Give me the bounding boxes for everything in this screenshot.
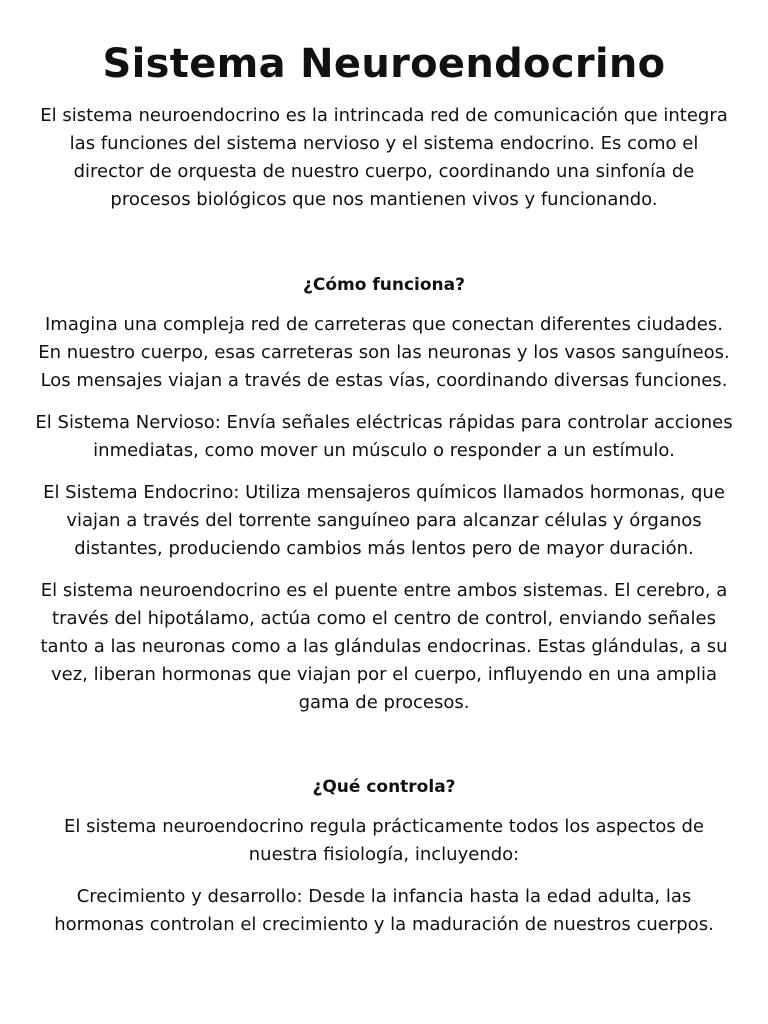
page-title: Sistema Neuroendocrino <box>102 41 666 87</box>
paragraph-sistema-nervioso: El Sistema Nervioso: Envía señales eléctricas rápidas para controlar acciones inmediatas, como mover un músculo o responder a un estímulo. <box>35 412 733 461</box>
section-heading-como-funciona: ¿Cómo funciona? <box>303 275 465 295</box>
paragraph-sistema-endocrino: El Sistema Endocrino: Utiliza mensajeros químicos llamados hormonas, que viajan a través del torrente sanguíneo para alcanzar células y órganos distantes, produciendo cambios más lentos pero de mayor duración. <box>43 482 725 559</box>
paragraph-carreteras: Imagina una compleja red de carreteras que conectan diferentes ciudades. En nuestro cuerpo, esas carreteras son las neuronas y los vasos sanguíneos. Los mensajes viajan a través de estas vías, coordinando diversas funciones. <box>38 314 730 391</box>
paragraph-crecimiento: Crecimiento y desarrollo: Desde la infancia hasta la edad adulta, las hormonas controlan el crecimiento y la maduración de nuestros cuerpos. <box>54 886 714 935</box>
section-heading-que-controla: ¿Qué controla? <box>312 777 456 797</box>
paragraph-puente: El sistema neuroendocrino es el puente entre ambos sistemas. El cerebro, a través del hipotálamo, actúa como el centro de control, enviando señales tanto a las neuronas como a las glándulas endocrinas. Estas glándulas, a su vez, liberan hormonas que viajan por el cuerpo, influyendo en una amplia gama de procesos. <box>40 580 728 713</box>
paragraph-regula: El sistema neuroendocrino regula prácticamente todos los aspectos de nuestra fisiología, incluyendo: <box>63 816 704 865</box>
intro-paragraph: El sistema neuroendocrino es la intrincada red de comunicación que integra las funciones del sistema nervioso y el sistema endocrino. Es como el director de orquesta de nuestro cuerpo, coordinando una sinfonía de procesos biológicos que nos mantienen vivos y funcionando. <box>40 105 728 210</box>
